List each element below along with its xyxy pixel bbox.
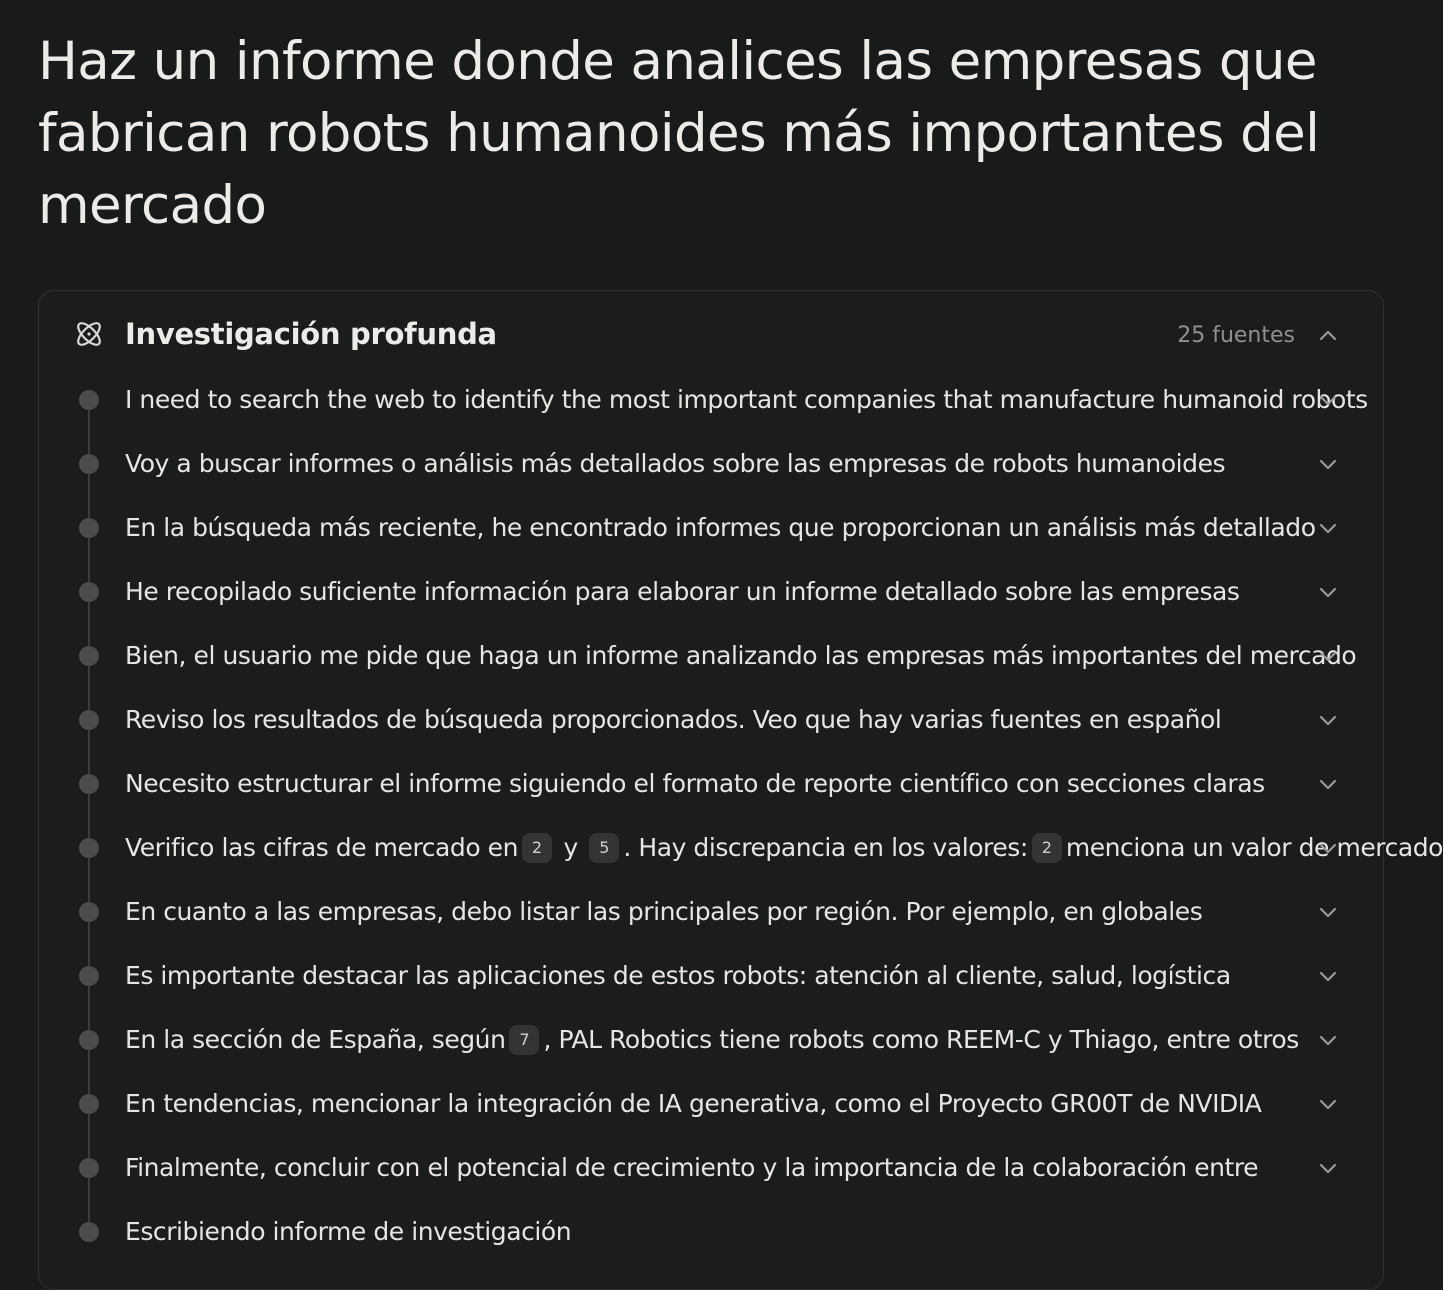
chevron-down-icon[interactable] <box>1317 965 1339 987</box>
research-step[interactable] <box>39 1008 1383 1072</box>
citation-badge[interactable]: 5 <box>589 833 619 863</box>
research-step[interactable] <box>39 752 1383 816</box>
timeline-dot <box>79 838 99 858</box>
chevron-down-icon[interactable] <box>1317 645 1339 667</box>
step-text: Finalmente, concluir con el potencial de crecimiento y la importancia de la colaboración entre <box>125 1153 1259 1182</box>
timeline-dot <box>79 710 99 730</box>
chevron-down-icon[interactable] <box>1317 773 1339 795</box>
citation-badge[interactable]: 2 <box>522 833 552 863</box>
step-text-part: y <box>556 833 586 862</box>
research-step-current <box>39 1200 1383 1264</box>
step-text: Reviso los resultados de búsqueda proporcionados. Veo que hay varias fuentes en español <box>125 705 1222 734</box>
research-step[interactable] <box>39 816 1443 880</box>
step-text <box>125 1021 1299 1059</box>
deep-research-panel <box>38 290 1443 1290</box>
chevron-down-icon[interactable] <box>1317 901 1339 923</box>
query-title: Haz un informe donde analices las empresas que fabrican robots humanoides más importantes del mercado <box>38 31 1320 236</box>
chevron-down-icon[interactable] <box>1317 1093 1339 1115</box>
research-step[interactable] <box>39 944 1383 1008</box>
step-text: Es importante destacar las aplicaciones de estos robots: atención al cliente, salud, logística <box>125 961 1231 990</box>
timeline-dot <box>79 390 99 410</box>
research-step[interactable] <box>39 496 1383 560</box>
timeline-dot <box>79 774 99 794</box>
research-step[interactable] <box>39 1136 1383 1200</box>
chevron-down-icon[interactable] <box>1317 709 1339 731</box>
timeline-dot <box>79 582 99 602</box>
timeline-dot <box>79 966 99 986</box>
chevron-down-icon[interactable] <box>1317 1029 1339 1051</box>
timeline-dot <box>79 1094 99 1114</box>
step-text: He recopilado suficiente información para elaborar un informe detallado sobre las empresas <box>125 577 1240 606</box>
step-text-part: menciona un valor de mercado <box>1065 833 1443 862</box>
research-step[interactable] <box>39 880 1383 944</box>
timeline-dot <box>79 518 99 538</box>
timeline-dot <box>79 454 99 474</box>
chevron-down-icon[interactable] <box>1317 581 1339 603</box>
atom-icon <box>73 318 105 350</box>
chevron-down-icon[interactable] <box>1317 1157 1339 1179</box>
research-step[interactable] <box>39 688 1383 752</box>
timeline-dot <box>79 1158 99 1178</box>
timeline-dot <box>79 902 99 922</box>
step-text-part: . Hay discrepancia en los valores: <box>623 833 1028 862</box>
chevron-down-icon[interactable] <box>1317 837 1339 859</box>
step-text: I need to search the web to identify the most important companies that manufacture humanoid robots <box>125 385 1368 414</box>
step-text: En cuanto a las empresas, debo listar las principales por región. Por ejemplo, en globales <box>125 897 1203 926</box>
research-title: Investigación profunda <box>125 317 497 351</box>
research-step[interactable] <box>39 624 1383 688</box>
step-text: Voy a buscar informes o análisis más detallados sobre las empresas de robots humanoides <box>125 449 1226 478</box>
step-text <box>125 829 1443 867</box>
research-step[interactable] <box>39 1072 1383 1136</box>
step-text: Necesito estructurar el informe siguiendo el formato de reporte científico con secciones claras <box>125 769 1265 798</box>
step-text-part: En la sección de España, según <box>125 1025 506 1054</box>
step-text-part: Verifico las cifras de mercado en <box>125 833 519 862</box>
timeline-dot <box>79 1222 99 1242</box>
chevron-down-icon[interactable] <box>1317 517 1339 539</box>
research-step[interactable] <box>39 432 1383 496</box>
research-steps <box>39 368 1443 1264</box>
citation-badge[interactable]: 2 <box>1032 833 1062 863</box>
chevron-down-icon[interactable] <box>1317 453 1339 475</box>
citation-badge[interactable]: 7 <box>509 1025 539 1055</box>
step-text: En la búsqueda más reciente, he encontrado informes que proporcionan un análisis más detallado <box>125 513 1316 542</box>
step-text: Escribiendo informe de investigación <box>125 1217 572 1246</box>
timeline-dot <box>79 646 99 666</box>
research-step[interactable] <box>39 560 1383 624</box>
sources-count[interactable]: 25 fuentes <box>1177 323 1295 348</box>
step-text: Bien, el usuario me pide que haga un informe analizando las empresas más importantes del mercado <box>125 641 1357 670</box>
step-text-part: , PAL Robotics tiene robots como REEM-C y Thiago, entre otros <box>543 1025 1299 1054</box>
step-text: En tendencias, mencionar la integración de IA generativa, como el Proyecto GR00T de NVIDIA <box>125 1089 1262 1118</box>
chevron-up-icon[interactable] <box>1317 324 1339 346</box>
timeline-dot <box>79 1030 99 1050</box>
research-step[interactable] <box>39 368 1383 432</box>
chevron-down-icon[interactable] <box>1317 389 1339 411</box>
